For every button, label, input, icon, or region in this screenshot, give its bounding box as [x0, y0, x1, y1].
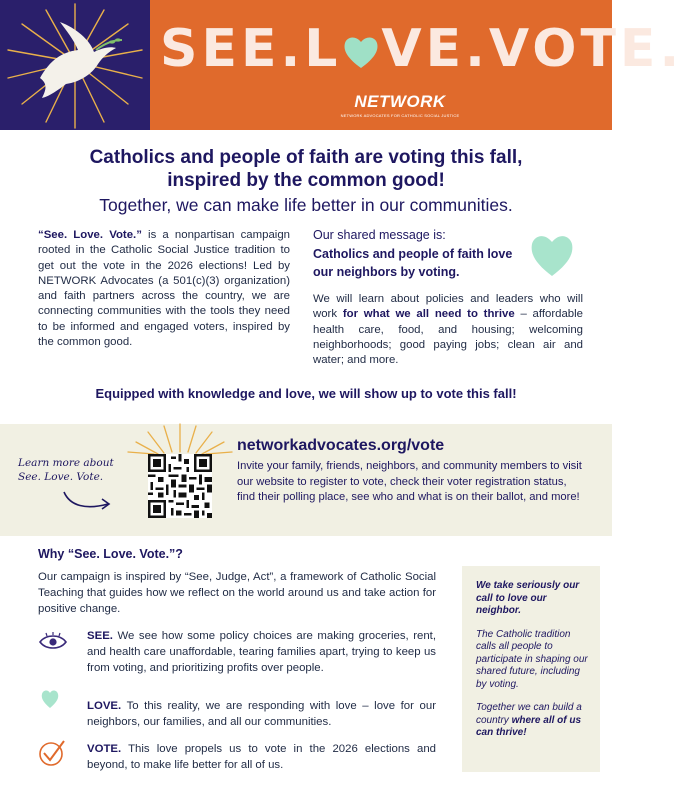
why-body: Our campaign is inspired by “See, Judge, Act”, a framework of Catholic Social Teaching that guides how we reflect on the world around us and take action for positive change.: [38, 571, 436, 615]
campaign-title: SEE.L VE.VOTE.: [160, 19, 683, 79]
arrow-icon: [60, 488, 116, 514]
campaign-url[interactable]: networkadvocates.org/vote: [237, 437, 445, 454]
sidebar-callout-closing: Together we can build a country where all of us can thrive!: [476, 702, 582, 738]
love-item: LOVE. To this reality, we are responding with love – love for our neighbors, our families, and all our communities.: [87, 700, 436, 728]
sidebar-callout-text: The Catholic tradition calls all people to participate in shaping our shared future, including by voting.: [476, 628, 588, 690]
heart-icon: [341, 32, 381, 72]
sidebar-callout: [462, 566, 600, 772]
message-body: We will learn about policies and leaders who will work for what we all need to thrive – affordable health care, food, and housing; welcoming neighborhoods; good paying jobs; clean air and water; and more.: [313, 293, 583, 367]
message-label: Our shared message is:: [313, 228, 446, 242]
checkmark-ballot-icon: [36, 737, 68, 769]
equipped-statement: Equipped with knowledge and love, we will show up to vote this fall!: [95, 386, 517, 401]
qr-code[interactable]: [148, 454, 212, 518]
subheadline: Together, we can make life better in our communities.: [99, 195, 513, 215]
why-heading: Why “See. Love. Vote.”?: [38, 547, 183, 561]
vote-item: VOTE. This love propels us to vote in the 2026 elections and beyond, to make life better for all of us.: [87, 743, 436, 771]
sidebar-callout-heading: We take seriously our call to love our neighbor.: [476, 580, 580, 616]
header-banner: [0, 0, 683, 130]
invite-text: Invite your family, friends, neighbors, and community members to visit our website to register to vote, check their voter registration status, find their polling place, see who and what is on their ballot, and more!: [237, 460, 582, 503]
see-item: SEE. We see how some policy choices are making groceries, rent, and health care unaffordable, tearing families apart, trying to keep us from voting, and prioritizing profits over people.: [87, 630, 436, 674]
learn-more-note: Learn more about See. Love. Vote.: [18, 457, 114, 483]
sunburst-icon: [120, 420, 240, 454]
network-logo: NETWORK NETWORK ADVOCATES FOR CATHOLIC SOCIAL JUSTICE: [340, 92, 460, 118]
heart-icon: [528, 228, 576, 280]
message-statement: Catholics and people of faith love our neighbors by voting.: [313, 247, 513, 279]
headline: Catholics and people of faith are voting this fall, inspired by the common good!: [89, 147, 523, 191]
heart-icon: [40, 688, 60, 710]
dove-icon: [0, 0, 150, 130]
dove-panel: [0, 0, 150, 130]
eye-icon: [38, 631, 68, 653]
intro-paragraph: “See. Love. Vote.” is a nonpartisan campaign rooted in the Catholic Social Justice tradition to get out the vote in the 2026 elections! Led by NETWORK Advocates (a 501(c)(3) organization) and faith partners across the country, we are connecting communities with the tools they need to be informed and engaged voters, inspired by the common good.: [38, 229, 290, 349]
